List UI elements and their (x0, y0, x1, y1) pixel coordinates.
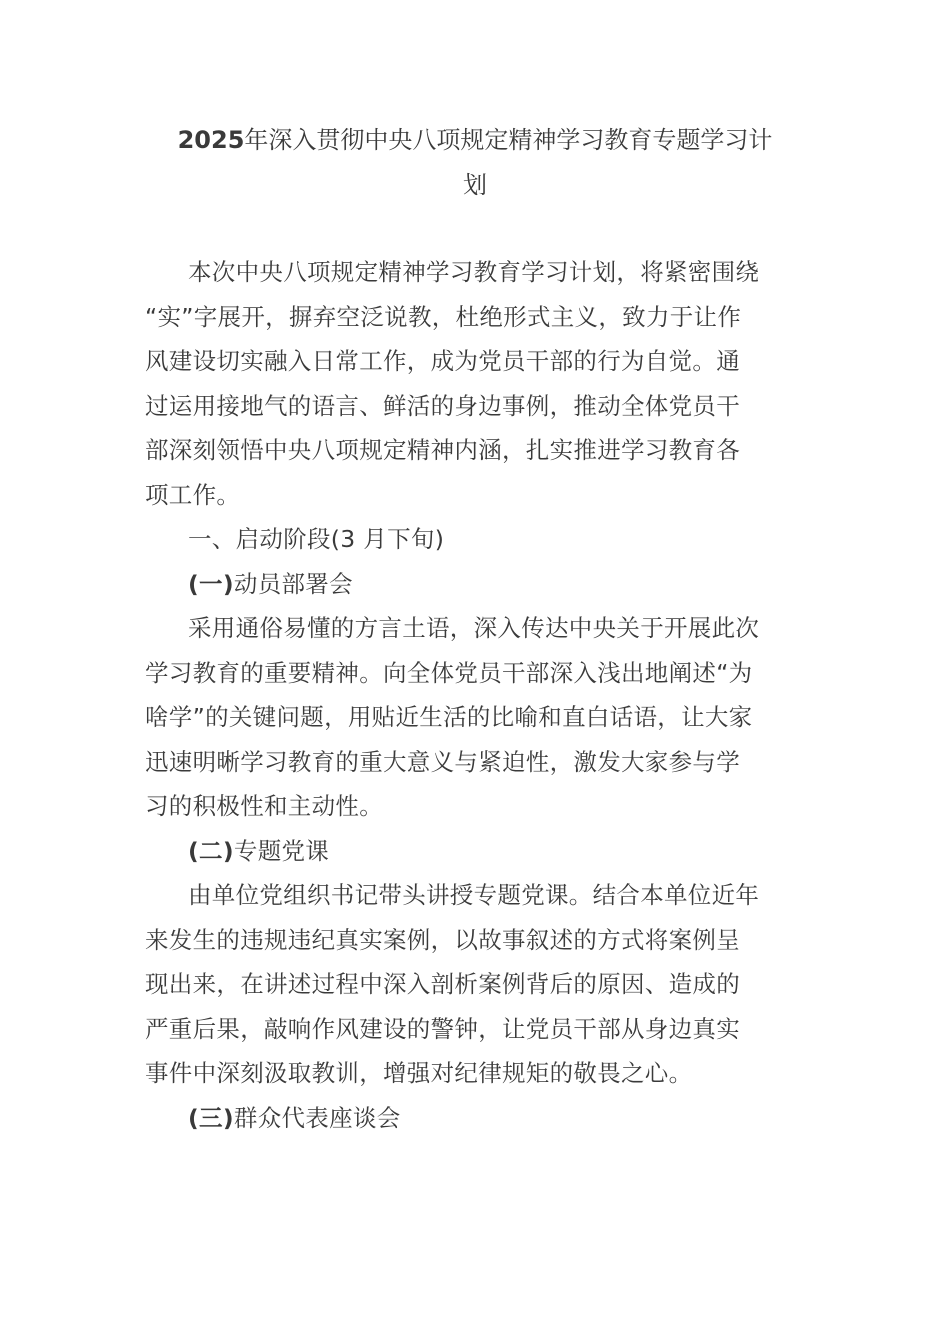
paragraph-line: 风建设切实融入日常工作，成为党员干部的行为自觉。通 (145, 347, 740, 375)
paragraph-line: 本次中央八项规定精神学习教育学习计划，将紧密围绕 (188, 258, 760, 286)
paragraph-line: 采用通俗易懂的方言土语，深入传达中央关于开展此次 (188, 614, 760, 642)
heading-number: (三) (188, 1103, 234, 1132)
title-year: 2025 (177, 126, 245, 154)
heading-text: 动员部署会 (233, 569, 353, 598)
paragraph-line: “实”字展开，摒弃空泛说教，杜绝形式主义，致力于让作 (145, 302, 742, 331)
heading-text: 专题党课 (233, 836, 330, 865)
paragraph-line: 部深刻领悟中央八项规定精神内涵，扎实推进学习教育各 (145, 436, 740, 464)
section-heading (145, 829, 815, 874)
heading-number: (二) (188, 836, 234, 865)
paragraph-line: 来发生的违规违纪真实案例，以故事叙述的方式将案例呈 (145, 925, 740, 954)
paragraph-line: 过运用接地气的语言、鲜活的身边事例，推动全体党员干 (145, 391, 740, 420)
heading-text: 群众代表座谈会 (233, 1103, 401, 1132)
document-title-line2: 划 (463, 171, 487, 199)
heading-number: (一) (188, 569, 234, 598)
paragraph-line: 现出来，在讲述过程中深入剖析案例背后的原因、造成的 (145, 970, 740, 998)
heading-text: 一、启动阶段(3 月下旬) (188, 525, 445, 553)
paragraph-line: 严重后果，敲响作风建设的警钟，让党员干部从身边真实 (145, 1014, 740, 1043)
paragraph-line: 学习教育的重要精神。向全体党员干部深入浅出地阐述“为 (145, 658, 753, 687)
section-heading (145, 1096, 815, 1141)
paragraph-line: 项工作。 (145, 480, 241, 509)
paragraph-line: 迅速明晰学习教育的重大意义与紧迫性，激发大家参与学 (145, 747, 740, 776)
title-line1: 年深入贯彻中央八项规定精神学习教育专题学习计 (244, 126, 773, 154)
paragraph-line: 啥学”的关键问题，用贴近生活的比喻和直白话语，让大家 (145, 703, 753, 731)
paragraph-line: 由单位党组织书记带头讲授专题党课。结合本单位近年 (188, 881, 760, 909)
section-heading (145, 562, 815, 607)
document-title (0, 118, 950, 162)
document-body (145, 250, 815, 1140)
paragraph-line: 事件中深刻汲取教训，增强对纪律规矩的敬畏之心。 (145, 1059, 693, 1087)
section-heading (145, 517, 815, 562)
paragraph-line: 习的积极性和主动性。 (145, 792, 383, 820)
